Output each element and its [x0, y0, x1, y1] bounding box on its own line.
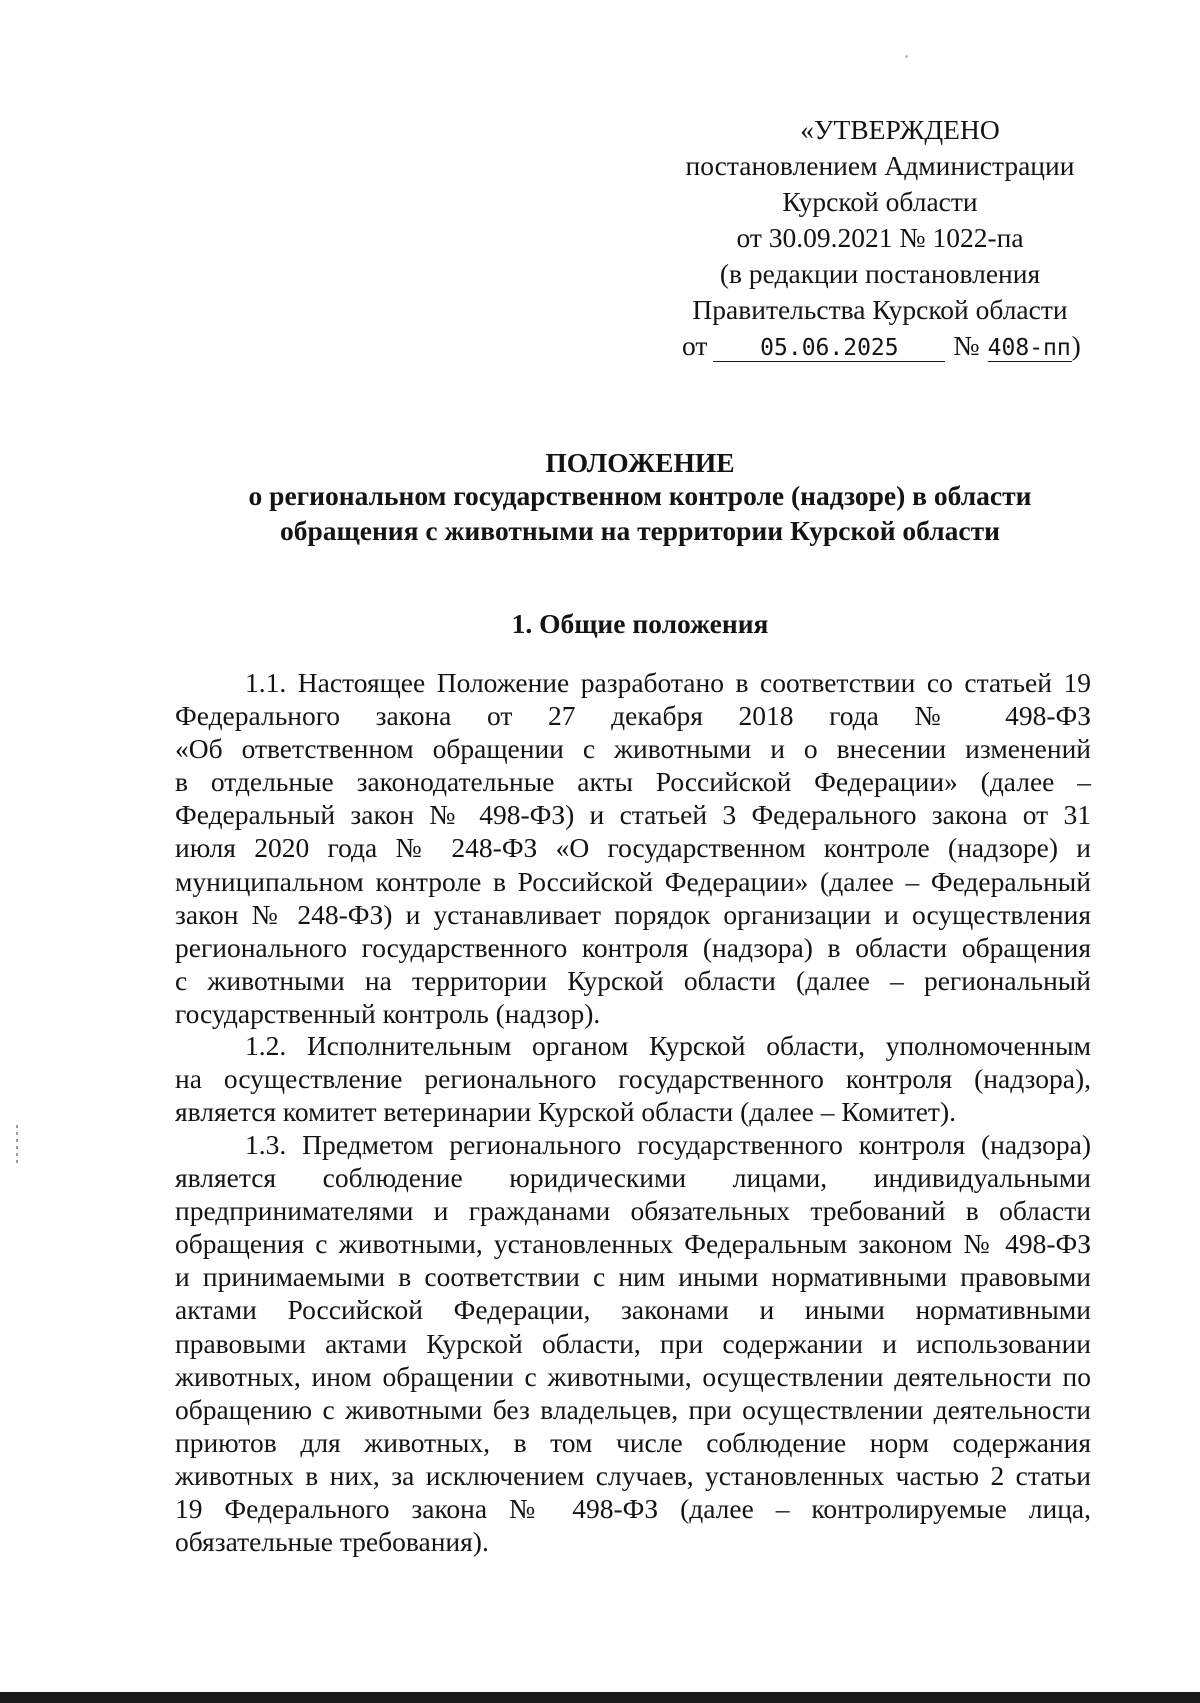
approval-date-number-line: [660, 328, 1100, 364]
closing-paren: ): [1071, 330, 1081, 361]
paragraph-line: муниципальном контроле в Российской Федерации» (далее – Федеральный: [175, 865, 1091, 897]
paragraph-line: актами Российской Федерации, законами и иными нормативными: [175, 1294, 1091, 1326]
number-label: №: [953, 330, 980, 361]
subtitle-line: о региональном государственном контроле (надзоре) в области: [248, 480, 1032, 511]
paragraph-line: 1.2. Исполнительным органом Курской области, уполномоченным: [245, 1030, 1091, 1061]
paragraph-line: правовыми актами Курской области, при содержании и использовании: [175, 1327, 1091, 1359]
paragraph-line: 1.1. Настоящее Положение разработано в соответствии со статьей 19: [245, 667, 1091, 698]
paragraph-line: в отдельные законодательные акты Российской Федерации» (далее –: [175, 766, 1091, 798]
paragraph-1-3: [175, 1128, 1091, 1558]
paragraph-1-2: [175, 1029, 1091, 1128]
paragraph-line: «Об ответственном обращении с животными и о внесении изменений: [175, 733, 1091, 765]
paragraph-line: и принимаемыми в соответствии с ним иными нормативными правовыми: [175, 1261, 1091, 1293]
approval-date: 05.06.2025: [713, 335, 945, 362]
paragraph-line: приютов для животных, в том числе соблюдение норм содержания: [175, 1426, 1091, 1458]
section-heading: [140, 606, 1140, 641]
paragraph-line: июля 2020 года № 248-ФЗ «О государственном контроле (надзоре) и: [175, 832, 1091, 864]
approval-line: от 30.09.2021 № 1022-па: [736, 222, 1024, 253]
approval-line: (в редакции постановления: [719, 258, 1041, 289]
scan-speck: [905, 55, 908, 58]
approval-line: Курской области: [782, 186, 978, 217]
paragraph-line: регионального государственного контроля (надзора) в области обращения: [175, 931, 1091, 963]
paragraph-line: с животными на территории Курской области (далее – региональный: [175, 964, 1091, 996]
paragraph-line: является соблюдение юридическими лицами, индивидуальными: [175, 1162, 1091, 1194]
section-heading-text: 1. Общие положения: [511, 608, 769, 639]
approval-line: «УТВЕРЖДЕНО: [800, 114, 1000, 145]
paragraph-line: является комитет ветеринарии Курской области (далее – Комитет).: [175, 1096, 956, 1128]
paragraph-line: обязательные требования).: [175, 1526, 489, 1558]
paragraph-1-1: [175, 666, 1091, 1030]
scan-margin-mark: [16, 1125, 18, 1165]
paragraph-line: животных, ином обращении с животными, осуществлении деятельности по: [175, 1360, 1091, 1392]
paragraph-line: 1.3. Предметом регионального государственного контроля (надзора): [245, 1129, 1091, 1160]
paragraph-line: предпринимателями и гражданами обязательных требований в области: [175, 1195, 1091, 1227]
paragraph-line: 19 Федерального закона № 498-ФЗ (далее – контролируемые лица,: [175, 1493, 1091, 1525]
approval-line: Правительства Курской области: [692, 294, 1068, 325]
paragraph-line: закон № 248-ФЗ) и устанавливает порядок организации и осуществления: [175, 898, 1091, 930]
subtitle-line: обращения с животными на территории Курской области: [280, 515, 1000, 546]
scan-bottom-edge: [0, 1692, 1200, 1703]
paragraph-line: Федеральный закон № 498-ФЗ) и статьей 3 Федерального закона от 31: [175, 799, 1091, 831]
approval-stamp-block: [660, 112, 1100, 364]
paragraph-line: государственный контроль (надзор).: [175, 997, 601, 1029]
approval-number: 408-пп: [987, 335, 1071, 361]
paragraph-line: обращения с животными, установленных Федеральным законом № 498-ФЗ: [175, 1228, 1091, 1260]
from-label: от: [682, 330, 708, 361]
approval-line: постановлением Администрации: [685, 150, 1075, 181]
title-text: ПОЛОЖЕНИЕ: [545, 447, 735, 478]
document-title: [140, 445, 1140, 480]
paragraph-line: обращению с животными без владельцев, при осуществлении деятельности: [175, 1393, 1091, 1425]
paragraph-line: Федерального закона от 27 декабря 2018 года № 498-ФЗ: [175, 700, 1091, 732]
paragraph-line: животных в них, за исключением случаев, установленных частью 2 статьи: [175, 1459, 1091, 1491]
document-subtitle: [140, 478, 1140, 548]
paragraph-line: на осуществление регионального государственного контроля (надзора),: [175, 1063, 1091, 1095]
